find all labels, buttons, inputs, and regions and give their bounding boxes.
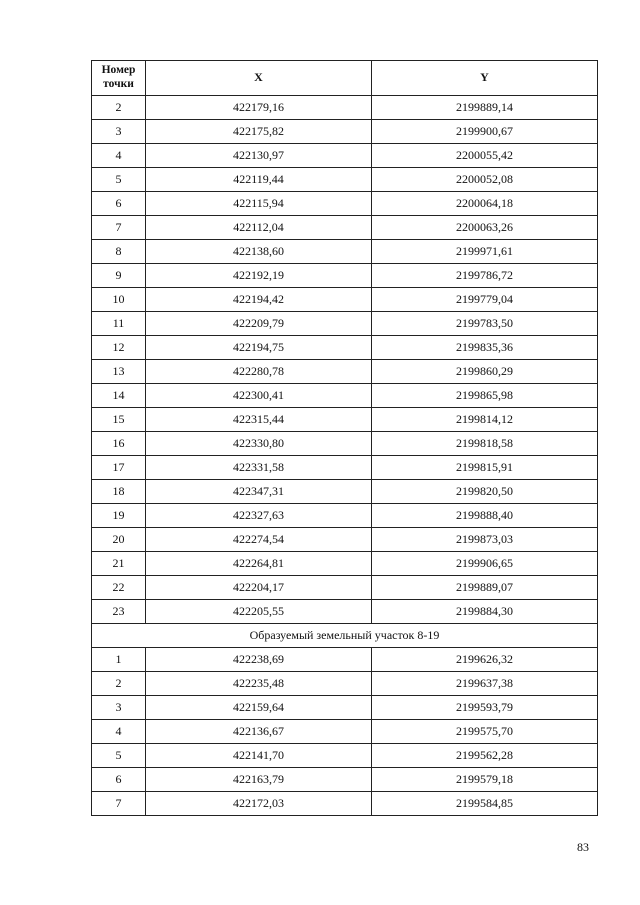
- table-row: [92, 144, 598, 168]
- x-coordinate-cell: 422141,70: [146, 744, 372, 768]
- table-row: [92, 312, 598, 336]
- point-number-cell: 10: [92, 288, 146, 312]
- y-coordinate-cell: 2199884,30: [372, 600, 598, 624]
- table-row: [92, 192, 598, 216]
- x-header: X: [146, 61, 372, 96]
- y-coordinate-cell: 2200064,18: [372, 192, 598, 216]
- x-coordinate-cell: 422209,79: [146, 312, 372, 336]
- table-row: [92, 480, 598, 504]
- table-row: [92, 240, 598, 264]
- point-number-cell: 7: [92, 216, 146, 240]
- point-number-cell: 9: [92, 264, 146, 288]
- y-coordinate-cell: 2199786,72: [372, 264, 598, 288]
- coordinates-table: [91, 60, 598, 816]
- point-number-cell: 19: [92, 504, 146, 528]
- table-row: [92, 360, 598, 384]
- point-number-header-line1: Номер: [101, 64, 136, 77]
- y-coordinate-cell: 2199888,40: [372, 504, 598, 528]
- x-coordinate-cell: 422274,54: [146, 528, 372, 552]
- table-row: [92, 216, 598, 240]
- point-number-cell: 16: [92, 432, 146, 456]
- x-coordinate-cell: 422136,67: [146, 720, 372, 744]
- point-number-cell: 6: [92, 768, 146, 792]
- table-row: [92, 600, 598, 624]
- table-row: [92, 744, 598, 768]
- x-coordinate-cell: 422119,44: [146, 168, 372, 192]
- point-number-cell: 23: [92, 600, 146, 624]
- y-coordinate-cell: 2199906,65: [372, 552, 598, 576]
- table-row: [92, 96, 598, 120]
- table-row: [92, 528, 598, 552]
- point-number-cell: 6: [92, 192, 146, 216]
- point-number-cell: 4: [92, 144, 146, 168]
- table-row: [92, 432, 598, 456]
- y-coordinate-cell: 2199593,79: [372, 696, 598, 720]
- point-number-cell: 3: [92, 120, 146, 144]
- x-coordinate-cell: 422115,94: [146, 192, 372, 216]
- x-coordinate-cell: 422264,81: [146, 552, 372, 576]
- point-number-cell: 5: [92, 168, 146, 192]
- y-coordinate-cell: 2199575,70: [372, 720, 598, 744]
- section-title: Образуемый земельный участок 8-19: [92, 624, 598, 648]
- point-number-cell: 11: [92, 312, 146, 336]
- x-coordinate-cell: 422194,75: [146, 336, 372, 360]
- y-coordinate-cell: 2199873,03: [372, 528, 598, 552]
- table-row: [92, 720, 598, 744]
- y-coordinate-cell: 2199889,07: [372, 576, 598, 600]
- point-number-cell: 5: [92, 744, 146, 768]
- y-header: Y: [372, 61, 598, 96]
- x-coordinate-cell: 422205,55: [146, 600, 372, 624]
- table-row: [92, 696, 598, 720]
- point-number-header: [92, 61, 146, 96]
- point-number-cell: 21: [92, 552, 146, 576]
- y-coordinate-cell: 2199815,91: [372, 456, 598, 480]
- table-row: [92, 168, 598, 192]
- y-coordinate-cell: 2199971,61: [372, 240, 598, 264]
- y-coordinate-cell: 2199835,36: [372, 336, 598, 360]
- page-number: 83: [577, 840, 589, 854]
- y-coordinate-cell: 2199889,14: [372, 96, 598, 120]
- table-row: [92, 792, 598, 816]
- point-number-cell: 1: [92, 648, 146, 672]
- y-coordinate-cell: 2199626,32: [372, 648, 598, 672]
- y-coordinate-cell: 2199860,29: [372, 360, 598, 384]
- table-row: [92, 672, 598, 696]
- point-number-cell: 20: [92, 528, 146, 552]
- point-number-cell: 15: [92, 408, 146, 432]
- x-coordinate-cell: 422175,82: [146, 120, 372, 144]
- point-number-cell: 22: [92, 576, 146, 600]
- x-coordinate-cell: 422159,64: [146, 696, 372, 720]
- y-coordinate-cell: 2199579,18: [372, 768, 598, 792]
- y-coordinate-cell: 2199779,04: [372, 288, 598, 312]
- point-number-cell: 14: [92, 384, 146, 408]
- table-body-part1: [92, 96, 598, 624]
- y-coordinate-cell: 2199584,85: [372, 792, 598, 816]
- table-row: [92, 456, 598, 480]
- table-row: [92, 288, 598, 312]
- x-coordinate-cell: 422112,04: [146, 216, 372, 240]
- point-number-cell: 3: [92, 696, 146, 720]
- y-coordinate-cell: 2200063,26: [372, 216, 598, 240]
- x-coordinate-cell: 422327,63: [146, 504, 372, 528]
- table-row: [92, 120, 598, 144]
- section-row: [92, 624, 598, 648]
- x-coordinate-cell: 422194,42: [146, 288, 372, 312]
- y-coordinate-cell: 2199783,50: [372, 312, 598, 336]
- point-number-cell: 12: [92, 336, 146, 360]
- x-coordinate-cell: 422330,80: [146, 432, 372, 456]
- table-row: [92, 648, 598, 672]
- x-coordinate-cell: 422204,17: [146, 576, 372, 600]
- point-number-cell: 7: [92, 792, 146, 816]
- y-coordinate-cell: 2199562,28: [372, 744, 598, 768]
- x-coordinate-cell: 422315,44: [146, 408, 372, 432]
- y-coordinate-cell: 2199900,67: [372, 120, 598, 144]
- y-coordinate-cell: 2199818,58: [372, 432, 598, 456]
- table-row: [92, 264, 598, 288]
- point-number-cell: 4: [92, 720, 146, 744]
- section-divider: [92, 624, 598, 648]
- table-row: [92, 336, 598, 360]
- y-coordinate-cell: 2199820,50: [372, 480, 598, 504]
- y-coordinate-cell: 2199865,98: [372, 384, 598, 408]
- table-row: [92, 552, 598, 576]
- table-row: [92, 576, 598, 600]
- x-coordinate-cell: 422238,69: [146, 648, 372, 672]
- x-coordinate-cell: 422130,97: [146, 144, 372, 168]
- x-coordinate-cell: 422347,31: [146, 480, 372, 504]
- x-coordinate-cell: 422163,79: [146, 768, 372, 792]
- table-body-part2: [92, 648, 598, 816]
- point-number-cell: 13: [92, 360, 146, 384]
- y-coordinate-cell: 2200055,42: [372, 144, 598, 168]
- point-number-cell: 8: [92, 240, 146, 264]
- table-header-row: [92, 61, 598, 96]
- point-number-cell: 18: [92, 480, 146, 504]
- table-row: [92, 384, 598, 408]
- point-number-header-line2: точки: [103, 78, 134, 90]
- x-coordinate-cell: 422138,60: [146, 240, 372, 264]
- x-coordinate-cell: 422172,03: [146, 792, 372, 816]
- y-coordinate-cell: 2199637,38: [372, 672, 598, 696]
- y-coordinate-cell: 2199814,12: [372, 408, 598, 432]
- table-row: [92, 408, 598, 432]
- x-coordinate-cell: 422179,16: [146, 96, 372, 120]
- x-coordinate-cell: 422300,41: [146, 384, 372, 408]
- point-number-cell: 2: [92, 672, 146, 696]
- x-coordinate-cell: 422235,48: [146, 672, 372, 696]
- x-coordinate-cell: 422280,78: [146, 360, 372, 384]
- y-coordinate-cell: 2200052,08: [372, 168, 598, 192]
- table-row: [92, 768, 598, 792]
- table-row: [92, 504, 598, 528]
- point-number-cell: 2: [92, 96, 146, 120]
- x-coordinate-cell: 422331,58: [146, 456, 372, 480]
- point-number-cell: 17: [92, 456, 146, 480]
- x-coordinate-cell: 422192,19: [146, 264, 372, 288]
